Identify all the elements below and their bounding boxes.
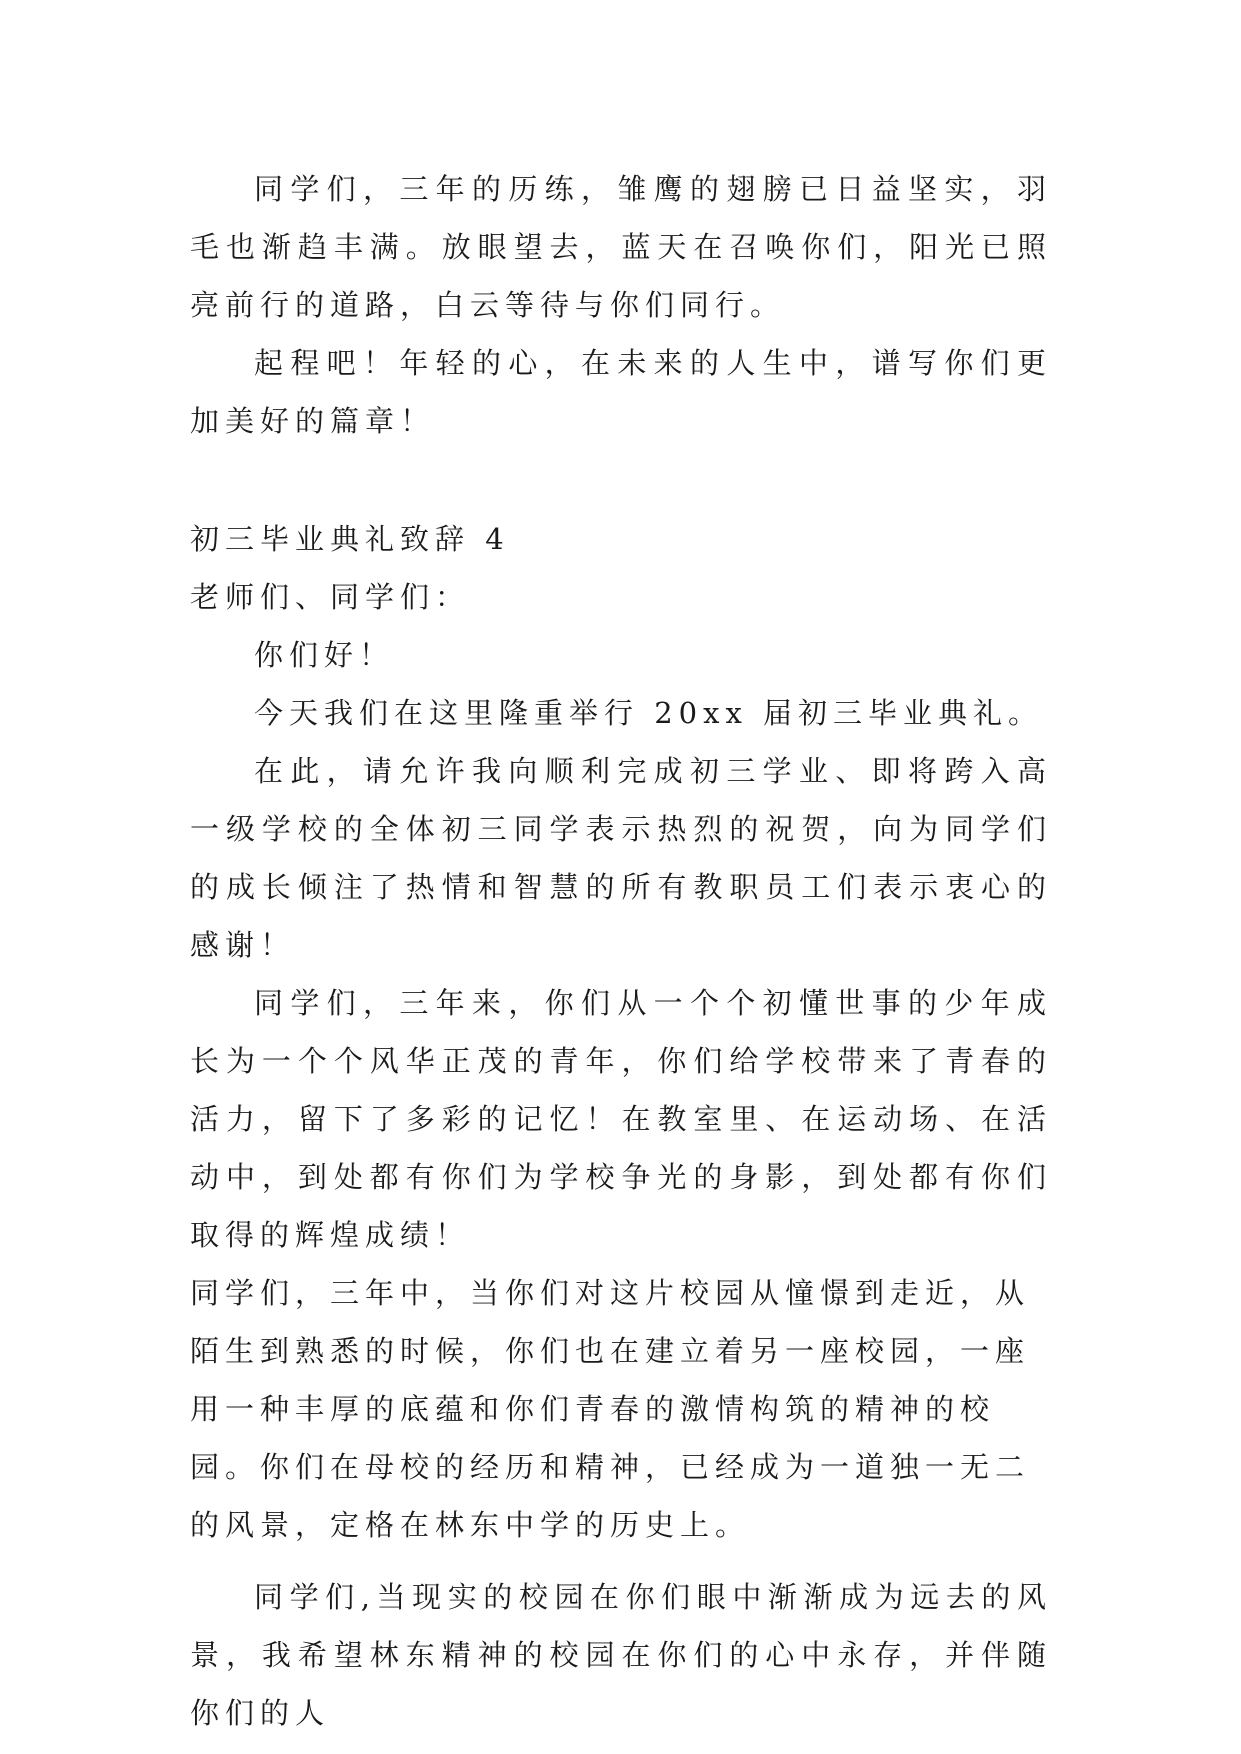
paragraph-spiritual-campus: 同学们，三年中，当你们对这片校园从憧憬到走近，从陌生到熟悉的时候，你们也在建立着另一座校园，一座用一种丰厚的底蕴和你们青春的激情构筑的精神的校园。你们在母校的经历和精神，已经成为一道独一无二的风景，定格在林东中学的历史上。 xyxy=(190,1276,1031,1542)
paragraph-ceremony-intro: 今天我们在这里隆重举行 20xx 届初三毕业典礼。 xyxy=(254,696,1044,730)
paragraph-three-years: 同学们，三年来，你们从一个个初懂世事的少年成长为一个个风华正茂的青年，你们给学校带来了青春的活力，留下了多彩的记忆！在教室里、在运动场、在活动中，到处都有你们为学校争光的身影，到处都有你们取得的辉煌成绩！ xyxy=(190,986,1052,1252)
document-body xyxy=(190,160,1052,1742)
section-gap xyxy=(190,450,1052,510)
salutation: 老师们、同学们： xyxy=(190,580,471,614)
paragraph-closing: 同学们,当现实的校园在你们眼中渐渐成为远去的风景，我希望林东精神的校园在你们的心中永存，并伴随你们的人 xyxy=(190,1580,1052,1730)
paragraph-set-off: 起程吧！年轻的心，在未来的人生中，谱写你们更加美好的篇章！ xyxy=(190,346,1052,438)
section-title: 初三毕业典礼致辞 4 xyxy=(190,522,510,556)
paragraph-congratulations: 在此，请允许我向顺利完成初三学业、即将跨入高一级学校的全体初三同学表示热烈的祝贺，向为同学们的成长倾注了热情和智慧的所有教职员工们表示衷心的感谢！ xyxy=(190,754,1052,962)
paragraph-greeting: 你们好！ xyxy=(254,638,395,672)
paragraph-graduates-wings: 同学们，三年的历练，雏鹰的翅膀已日益坚实，羽毛也渐趋丰满。放眼望去，蓝天在召唤你们，阳光已照亮前行的道路，白云等待与你们同行。 xyxy=(190,172,1052,322)
